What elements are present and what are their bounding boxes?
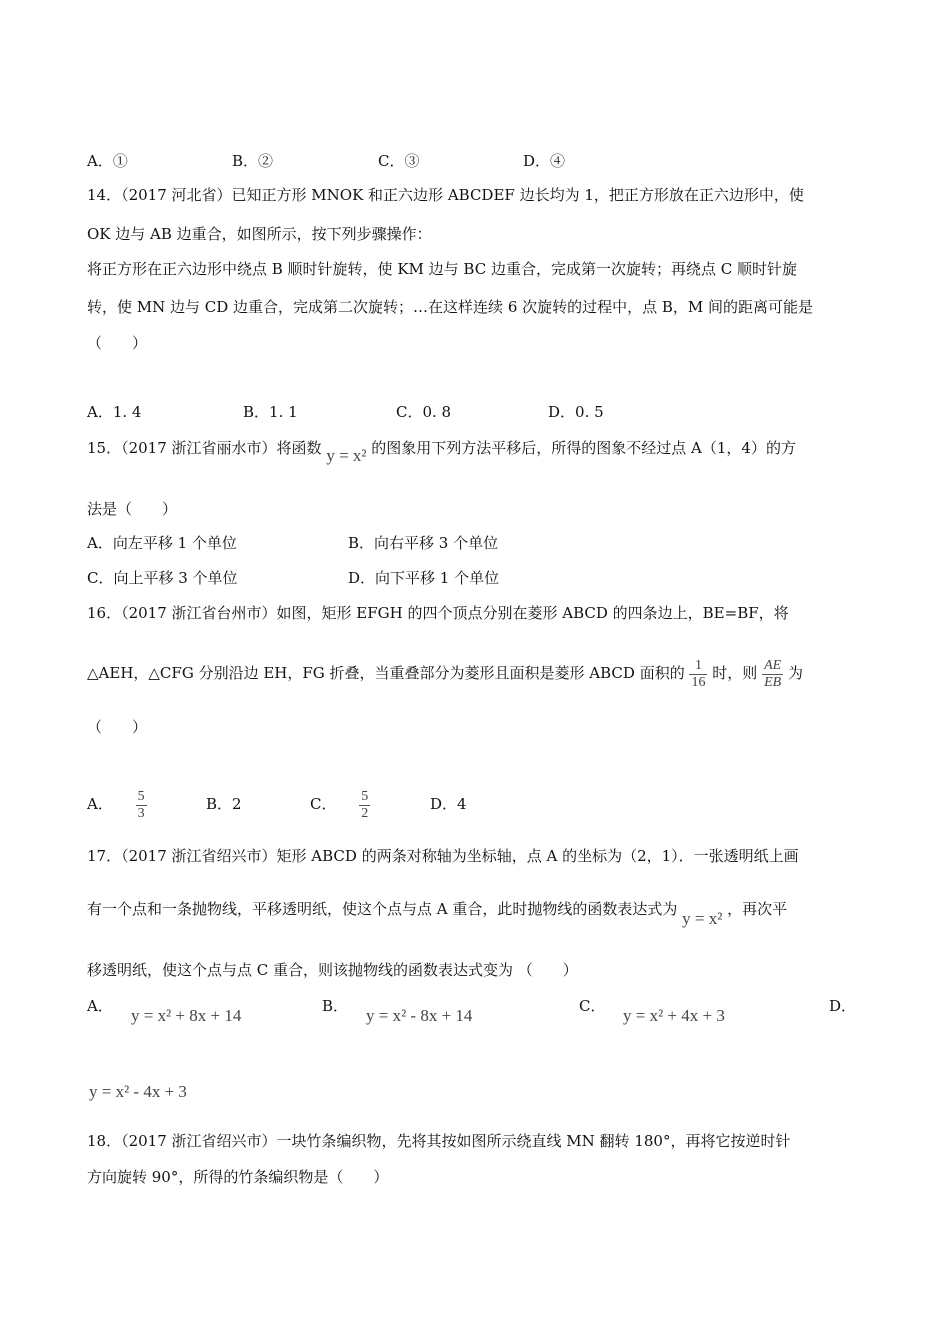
- q17-line-1: 17．（2017 浙江省绍兴市）矩形 ABCD 的两条对称轴为坐标轴，点 A 的坐标为（2，1）．一张透明纸上画: [87, 847, 799, 865]
- q15-text-a: 15．（2017 浙江省丽水市）将函数: [87, 439, 322, 457]
- q16-frac2-num: AE: [764, 657, 782, 673]
- q18-line-1: 18．（2017 浙江省绍兴市）一块竹条编织物，先将其按如图所示绕直线 MN 翻转 180°，再将它按逆时针: [87, 1132, 791, 1150]
- q14-option-b: B．1. 1: [243, 403, 298, 421]
- q17-option-b-formula: y = x² - 8x + 14: [366, 1006, 473, 1025]
- q14-option-d: D．0. 5: [548, 403, 604, 421]
- q16-text-a: △AEH，△CFG 分别沿边 EH，FG 折叠，当重叠部分为菱形且面积是菱形 ABCD 面积的: [87, 664, 685, 682]
- q15-line-1: [87, 438, 796, 465]
- q13-option-c: C．③: [378, 152, 420, 170]
- q14-line-4: 转，使 MN 边与 CD 边重合，完成第二次旋转；…在这样连续 6 次旋转的过程中，点 B，M 间的距离可能是: [87, 298, 814, 316]
- q16-fraction-ae-eb: [762, 658, 783, 691]
- q16-line-1: 16．（2017 浙江省台州市）如图，矩形 EFGH 的四个顶点分别在菱形 ABCD 的四条边上，BE=BF，将: [87, 604, 789, 622]
- q13-option-d: D．④: [523, 152, 566, 170]
- q16-option-c: [310, 786, 370, 822]
- q15-option-a: A．向左平移 1 个单位: [87, 534, 237, 552]
- q14-line-2: OK 边与 AB 边重合，如图所示，按下列步骤操作：: [87, 225, 432, 243]
- q16-fraction-one-sixteenth: [689, 658, 707, 691]
- q16-option-a-fraction: [136, 789, 147, 822]
- q16-text-b: 时，则: [712, 664, 758, 682]
- q16-frac1-num: 1: [689, 658, 707, 675]
- q18-line-2: 方向旋转 90°，所得的竹条编织物是（ ）: [87, 1168, 389, 1186]
- q14-line-1: 14．（2017 河北省）已知正方形 MNOK 和正六边形 ABCDEF 边长均为 1，把正方形放在正六边形中，使: [87, 186, 804, 204]
- q16-option-a-label: A．: [87, 795, 113, 813]
- q17-text-b: ，再次平: [727, 900, 788, 918]
- q16-option-c-num: 5: [361, 788, 369, 804]
- q16-frac1-den: 16: [691, 674, 706, 690]
- q17-option-c-formula: y = x² + 4x + 3: [623, 1006, 725, 1025]
- q16-text-c: 为: [787, 664, 803, 682]
- q16-option-c-label: C．: [310, 795, 337, 813]
- q16-option-b: B．2: [206, 795, 242, 813]
- q17-formula: y = x²: [682, 909, 723, 928]
- q16-option-a-num: 5: [137, 788, 145, 804]
- q13-option-a: A．①: [87, 152, 128, 170]
- q15-option-c: C．向上平移 3 个单位: [87, 569, 238, 587]
- q17-line-2: [87, 899, 788, 928]
- q16-option-a-den: 3: [137, 805, 145, 821]
- q16-option-a: [87, 786, 147, 822]
- q16-line-2: [87, 655, 803, 691]
- q16-option-d: D．4: [430, 795, 467, 813]
- q17-option-d-label: D．: [829, 997, 857, 1015]
- q17-option-a-formula: y = x² + 8x + 14: [131, 1006, 242, 1025]
- q17-option-c-label: C．: [579, 997, 606, 1015]
- q17-line-3: 移透明纸，使这个点与点 C 重合，则该抛物线的函数表达式变为 （ ）: [87, 961, 578, 979]
- q16-option-c-den: 2: [361, 805, 369, 821]
- q17-option-b-label: B．: [322, 997, 349, 1015]
- q13-option-b: B．②: [232, 152, 274, 170]
- q14-option-c: C．0. 8: [396, 403, 452, 421]
- q15-text-b: 的图象用下列方法平移后，所得的图象不经过点 A（1，4）的方: [371, 439, 796, 457]
- q15-option-d: D．向下平移 1 个单位: [348, 569, 500, 587]
- q16-line-3: （ ）: [87, 718, 148, 736]
- q14-option-a: A．1. 4: [87, 403, 142, 421]
- q16-frac2-den: EB: [764, 674, 782, 690]
- q15-option-b: B．向右平移 3 个单位: [348, 534, 499, 552]
- q17-text-a: 有一个点和一条抛物线，平移透明纸，使这个点与点 A 重合，此时抛物线的函数表达式为: [87, 900, 678, 918]
- q17-option-a-label: A．: [87, 997, 113, 1015]
- q17-option-d-formula: y = x² - 4x + 3: [89, 1082, 187, 1101]
- q14-line-3: 将正方形在正六边形中绕点 B 顺时针旋转，使 KM 边与 BC 边重合，完成第一次旋转；再绕点 C 顺时针旋: [87, 260, 797, 278]
- q15-line-2: 法是（ ）: [87, 500, 178, 518]
- q16-option-c-fraction: [359, 789, 370, 822]
- q14-line-5: （ ）: [87, 334, 148, 352]
- q15-formula: y = x²: [326, 446, 367, 465]
